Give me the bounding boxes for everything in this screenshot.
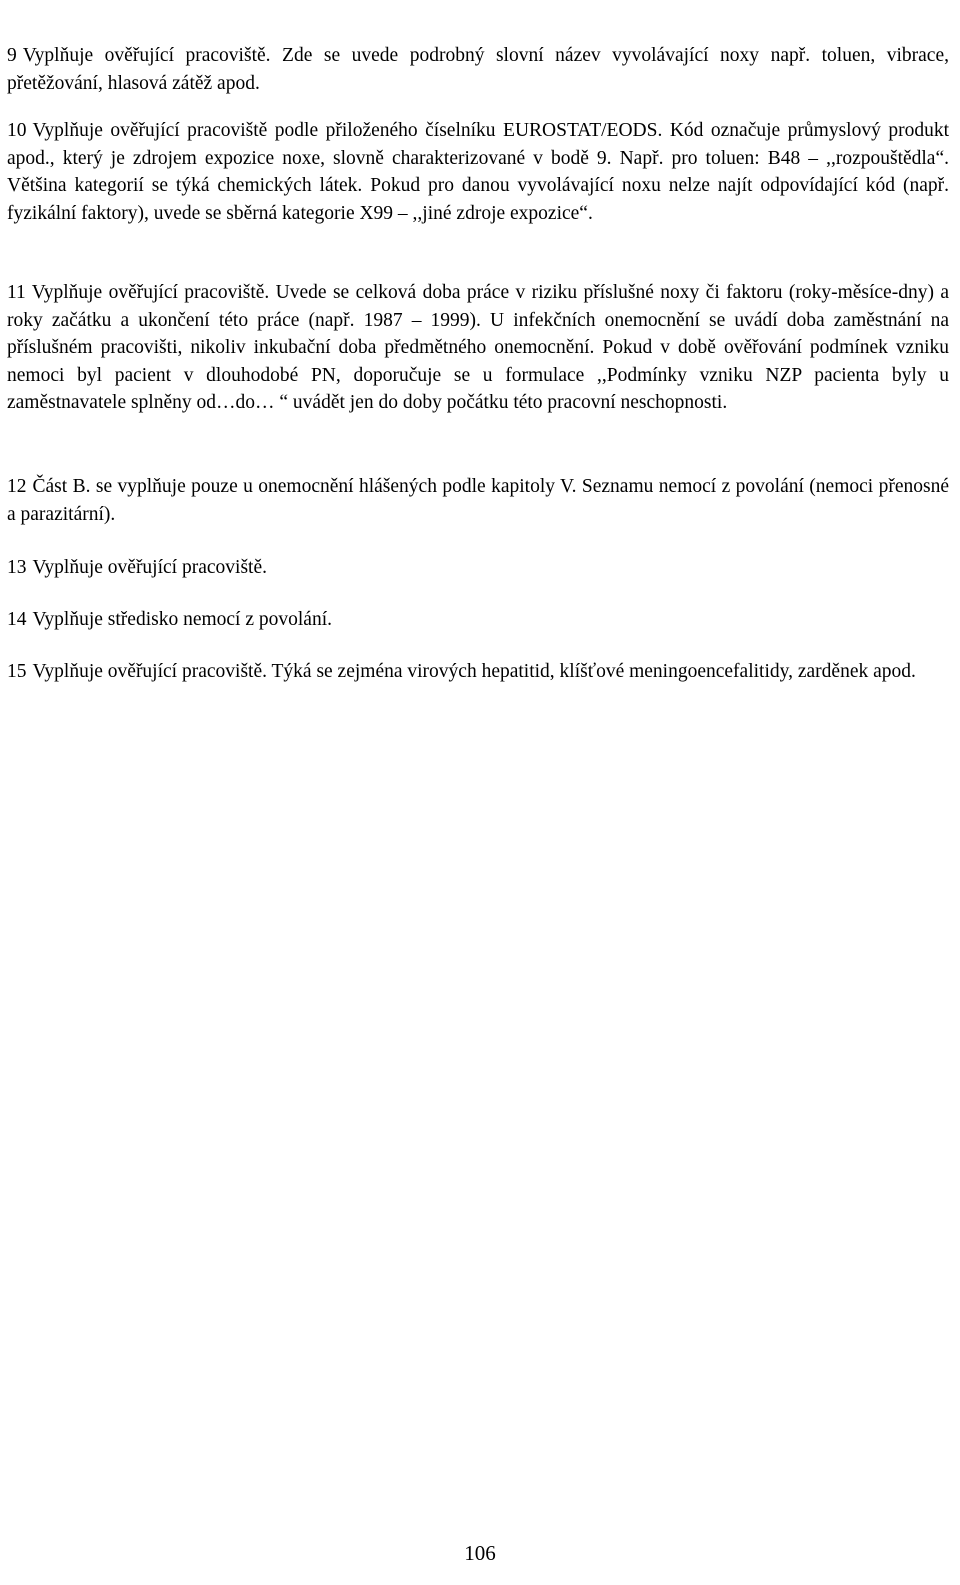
footnote-14 — [7, 606, 949, 634]
footnote-number: 15 — [7, 661, 27, 682]
footnote-text: Vyplňuje ověřující pracoviště. Týká se zejména virových hepatitid, klíšťové meningoencefalitidy, zarděnek apod. — [32, 661, 916, 682]
footnote-number: 9 — [7, 45, 17, 66]
footnote-10 — [7, 117, 949, 227]
footnote-text: Část B. se vyplňuje pouze u onemocnění hlášených podle kapitoly V. Seznamu nemocí z povolání (nemoci přenosné a parazitární). — [7, 476, 949, 525]
footnote-text: Vyplňuje středisko nemocí z povolání. — [32, 609, 332, 630]
footnote-text: Vyplňuje ověřující pracoviště. Zde se uvede podrobný slovní název vyvolávající noxy např. toluen, vibrace, přetěžování, hlasová zátěž apod. — [7, 45, 949, 94]
footnote-text: Vyplňuje ověřující pracoviště podle přiloženého číselníku EUROSTAT/EODS. Kód označuje průmyslový produkt apod., který je zdrojem expozice noxe, slovně charakterizované v bodě 9. Např. pro toluen: B48 – ,,rozpouštědla“. Většina kategorií se týká chemických látek. Pokud pro danou vyvolávající noxu nelze najít odpovídající kód (např. fyzikální faktory), uvede se sběrná kategorie X99 – ,,jiné zdroje expozice“. — [7, 120, 949, 224]
footnote-number: 13 — [7, 557, 27, 578]
footnote-11 — [7, 279, 949, 417]
footnote-number: 10 — [7, 120, 27, 141]
footnote-12 — [7, 473, 949, 528]
footnote-text: Vyplňuje ověřující pracoviště. Uvede se celková doba práce v riziku příslušné noxy či faktoru (roky-měsíce-dny) a roky začátku a ukončení této práce (např. 1987 – 1999). U infekčních onemocnění se uvádí doba zaměstnání na příslušném pracovišti, nikoliv inkubační doba předmětného onemocnění. Pokud v době ověřování podmínek vzniku nemoci byl pacient v dlouhodobé PN, doporučuje se u formulace ,,Podmínky vzniku NZP pacienta byly u zaměstnavatele splněny od…do… “ uvádět jen do doby počátku této pracovní neschopnosti. — [7, 282, 949, 413]
page-number: 106 — [464, 1541, 496, 1565]
footnote-text: Vyplňuje ověřující pracoviště. — [32, 557, 267, 578]
footnote-9 — [7, 42, 949, 97]
footnote-15 — [7, 658, 949, 686]
footnote-number: 11 — [7, 282, 26, 303]
footnote-13 — [7, 554, 949, 582]
footnote-number: 14 — [7, 609, 27, 630]
footnote-number: 12 — [7, 476, 27, 497]
